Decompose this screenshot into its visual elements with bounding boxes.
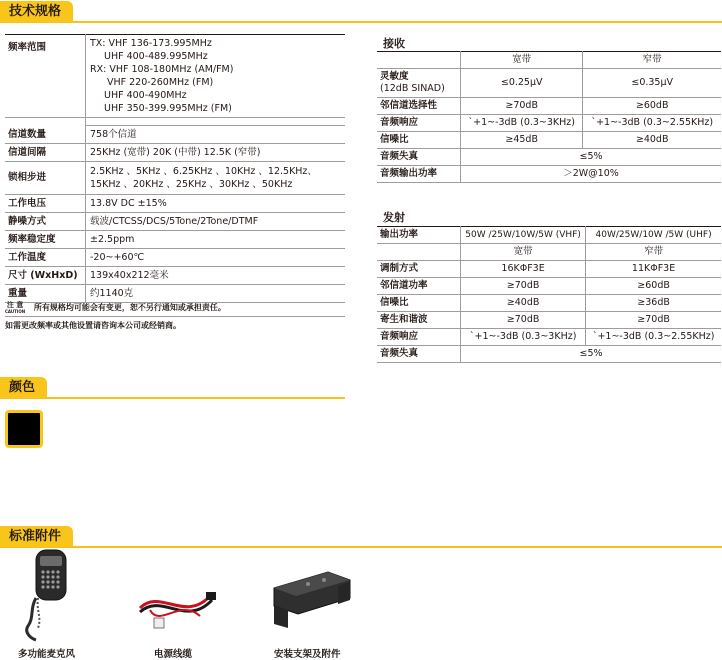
spec-value	[86, 162, 346, 195]
row-label: 音频响应	[377, 115, 461, 132]
table-row	[377, 98, 721, 115]
freq-line: RX: VHF 108-180MHz (AM/FM)	[90, 64, 234, 75]
table-row	[5, 144, 345, 162]
cell-narrow: `+1~-3dB (0.3~2.55KHz)	[583, 115, 721, 132]
row-label: 音频失真	[377, 149, 461, 166]
table-row	[377, 278, 721, 295]
row-label: 音频响应	[377, 329, 461, 346]
spec-value: 758个信道	[86, 126, 346, 144]
step-line: 15KHz 、20KHz 、25KHz 、30KHz 、50KHz	[90, 179, 293, 190]
spec-label: 信道间隔	[5, 144, 86, 162]
table-row	[377, 244, 721, 261]
freq-line: VHF 220-260MHz (FM)	[107, 77, 214, 88]
transmit-title: 发射	[383, 211, 405, 224]
spacer	[86, 118, 346, 126]
receive-title: 接收	[383, 37, 405, 50]
power-vhf: 50W /25W/10W/5W (VHF)	[461, 227, 586, 244]
header-blank	[377, 52, 461, 69]
table-row	[377, 261, 721, 278]
cell-narrow: ≥70dB	[586, 312, 721, 329]
row-label: 音频输出功率	[377, 166, 461, 183]
table-row	[5, 118, 345, 126]
cell-narrow: ≥36dB	[586, 295, 721, 312]
power-uhf: 40W/25W/10W /5W (UHF)	[586, 227, 721, 244]
table-row	[5, 162, 345, 195]
mounting-bracket-image	[268, 566, 358, 634]
row-label: 邻信道功率	[377, 278, 461, 295]
section-divider	[0, 546, 722, 548]
row-label: 寄生和谐波	[377, 312, 461, 329]
spec-label: 工作温度	[5, 249, 86, 267]
header-blank	[377, 244, 461, 261]
cell-wide: ≥45dB	[461, 132, 583, 149]
table-row	[377, 227, 721, 244]
sens-label-line: 灵敏度	[380, 71, 409, 82]
spec-value: 139x40x212毫米	[86, 267, 346, 285]
caution-badge	[5, 301, 25, 314]
receive-table	[377, 51, 721, 183]
table-row	[377, 295, 721, 312]
freq-line: UHF 350-399.995MHz (FM)	[104, 103, 232, 114]
row-label: 音频失真	[377, 346, 461, 363]
spec-value: 载波/CTCSS/DCS/5Tone/2Tone/DTMF	[86, 213, 346, 231]
spec-label: 尺寸 (WxHxD)	[5, 267, 86, 285]
accessory-caption-bracket: 安装支架及附件	[274, 649, 341, 660]
cell-narrow: ≥60dB	[583, 98, 721, 115]
spec-label: 频率范围	[5, 35, 86, 118]
table-row	[377, 329, 721, 346]
table-row	[5, 126, 345, 144]
spec-table	[5, 34, 345, 303]
cell-wide: `+1~-3dB (0.3~3KHz)	[461, 329, 586, 346]
spec-value: 25KHz (宽带) 20K (中带) 12.5K (窄带)	[86, 144, 346, 162]
transmit-table	[377, 226, 721, 363]
cell-narrow: `+1~-3dB (0.3~2.55KHz)	[586, 329, 721, 346]
cell-wide: `+1~-3dB (0.3~3KHz)	[461, 115, 583, 132]
spec-value: -20~+60℃	[86, 249, 346, 267]
spec-value: ±2.5ppm	[86, 231, 346, 249]
table-row	[5, 195, 345, 213]
freq-line: UHF 400-489.995MHz	[104, 51, 208, 62]
section-title-accessories: 标准附件	[0, 526, 73, 547]
col-wide: 宽带	[461, 52, 583, 69]
table-row	[377, 312, 721, 329]
cell-narrow: ≥60dB	[586, 278, 721, 295]
spec-label: 锁相步进	[5, 162, 86, 195]
spec-value: 约1140克	[86, 285, 346, 303]
table-row	[5, 231, 345, 249]
cell-narrow: 11KΦF3E	[586, 261, 721, 278]
table-row	[377, 52, 721, 69]
col-wide: 宽带	[461, 244, 586, 261]
table-row	[5, 35, 345, 118]
settings-note: 如需更改频率或其他设置请咨询本公司或经销商。	[5, 321, 181, 330]
row-label: 信噪比	[377, 295, 461, 312]
table-row	[377, 149, 721, 166]
freq-range-value	[86, 35, 346, 118]
section-title-specs: 技术规格	[0, 1, 73, 22]
accessory-caption-mic: 多功能麦克风	[18, 649, 76, 660]
spec-label: 信道数量	[5, 126, 86, 144]
spec-label: 静噪方式	[5, 213, 86, 231]
freq-line: TX: VHF 136-173.995MHz	[90, 38, 212, 49]
col-narrow: 窄带	[583, 52, 721, 69]
microphone-image	[16, 548, 76, 644]
spec-value: 13.8V DC ±15%	[86, 195, 346, 213]
table-row	[377, 69, 721, 98]
cell-narrow: ≥40dB	[583, 132, 721, 149]
row-label: 信噪比	[377, 132, 461, 149]
caution-cn: 注 意	[6, 301, 24, 309]
spec-label: 工作电压	[5, 195, 86, 213]
caution-note	[5, 298, 345, 317]
table-row	[377, 115, 721, 132]
spec-label: 频率稳定度	[5, 231, 86, 249]
cell-merged: ≤5%	[461, 149, 722, 166]
sens-wide: ≤0.25μV	[461, 69, 583, 98]
caution-text: 所有规格均可能会有变更，恕不另行通知或承担责任。	[33, 303, 226, 312]
color-swatch-black	[5, 410, 43, 448]
row-label: 输出功率	[377, 227, 461, 244]
cell-merged: ≤5%	[461, 346, 722, 363]
cell-merged: ＞2W@10%	[461, 166, 722, 183]
cell-wide: ≥70dB	[461, 312, 586, 329]
table-row	[377, 166, 721, 183]
section-divider	[0, 397, 345, 399]
cell-wide: ≥70dB	[461, 98, 583, 115]
cell-wide: 16KΦF3E	[461, 261, 586, 278]
freq-line: UHF 400-490MHz	[104, 90, 187, 101]
power-cable-image	[130, 568, 220, 640]
table-row	[5, 213, 345, 231]
spacer	[5, 118, 86, 126]
step-line: 2.5KHz 、5KHz 、6.25KHz 、10KHz 、12.5KHz、	[90, 166, 317, 177]
spec-label: 重量	[5, 285, 86, 303]
sens-narrow: ≤0.35μV	[583, 69, 721, 98]
table-row	[377, 132, 721, 149]
table-row	[377, 346, 721, 363]
row-label: 调制方式	[377, 261, 461, 278]
section-title-colors: 颜色	[0, 377, 47, 398]
caution-en: CAUTION	[5, 309, 26, 314]
accessory-caption-cable: 电源线缆	[154, 649, 193, 660]
sens-label	[377, 69, 461, 98]
cell-wide: ≥70dB	[461, 278, 586, 295]
sens-label-line: (12dB SINAD)	[380, 83, 445, 94]
col-narrow: 窄带	[586, 244, 721, 261]
table-row	[5, 249, 345, 267]
cell-wide: ≥40dB	[461, 295, 586, 312]
section-divider	[0, 21, 722, 23]
table-row	[5, 267, 345, 285]
row-label: 邻信道选择性	[377, 98, 461, 115]
